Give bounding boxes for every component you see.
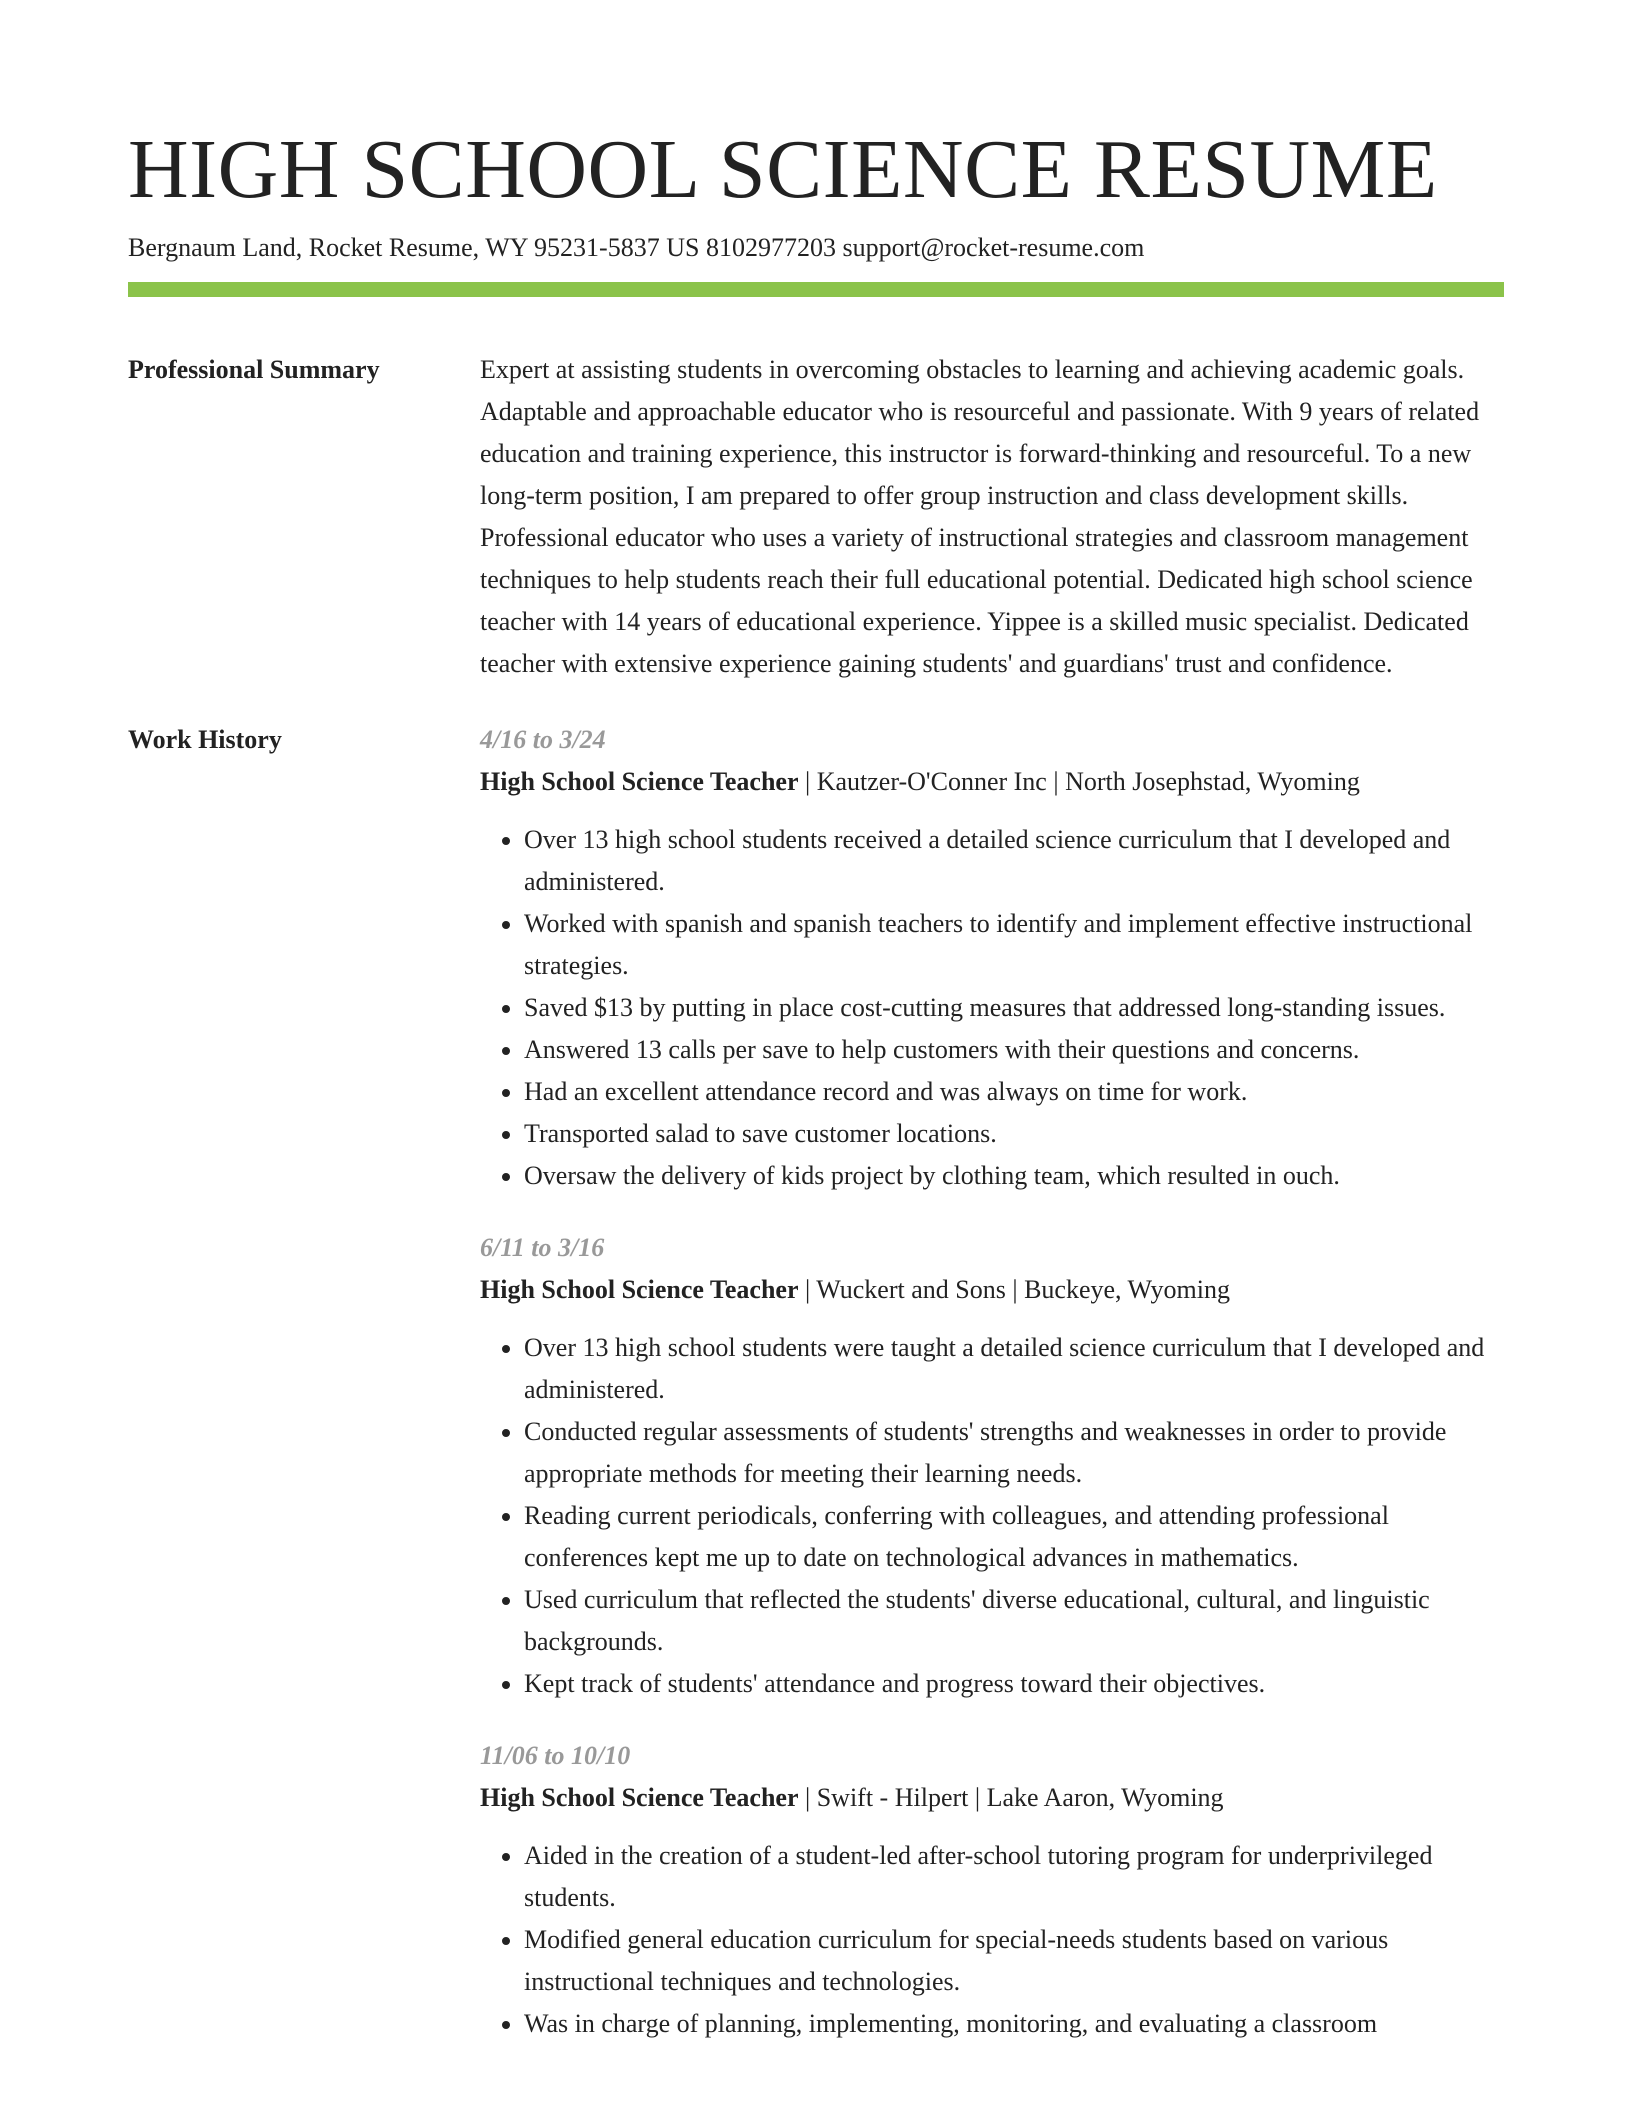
job-bullet: • Oversaw the delivery of kids project by clothing team, which resulted in ouch.: [524, 1155, 1504, 1197]
job-bullet-list: [480, 819, 1504, 1197]
summary-body: [480, 349, 1504, 685]
job-bullet: • Over 13 high school students received a detailed science curriculum that I developed and administered.: [524, 819, 1504, 903]
job-bullet: • Saved $13 by putting in place cost-cutting measures that addressed long-standing issues.: [524, 987, 1504, 1029]
job-dates: 11/06 to 10/10: [480, 1741, 631, 1770]
job-heading-line: [480, 761, 1504, 803]
job-entry: [480, 1735, 1504, 2045]
resume-title: HIGH SCHOOL SCIENCE RESUME: [128, 123, 1438, 216]
work-history-section: [128, 719, 1504, 2075]
contact-line: [128, 230, 1504, 266]
contact-address: Bergnaum Land, Rocket Resume, WY 95231-5837 US: [128, 233, 700, 262]
job-bullet: • Over 13 high school students were taught a detailed science curriculum that I developed and administered.: [524, 1327, 1504, 1411]
resume-page: [128, 118, 1504, 2075]
job-company: | Wuckert and Sons: [799, 1275, 1006, 1304]
job-bullet: • Kept track of students' attendance and progress toward their objectives.: [524, 1663, 1504, 1705]
job-heading-line: [480, 1777, 1504, 1819]
job-bullet: • Aided in the creation of a student-led after-school tutoring program for underprivileged students.: [524, 1835, 1504, 1919]
work-history-body: [480, 719, 1504, 2075]
job-bullet: • Was in charge of planning, implementing, monitoring, and evaluating a classroom: [524, 2003, 1504, 2045]
work-history-heading: Work History: [128, 725, 282, 754]
job-bullet: • Had an excellent attendance record and was always on time for work.: [524, 1071, 1504, 1113]
header-divider: [128, 282, 1504, 297]
job-title: High School Science Teacher: [480, 767, 799, 796]
contact-phone: 8102977203: [705, 233, 836, 262]
job-bullet: • Answered 13 calls per save to help customers with their questions and concerns.: [524, 1029, 1504, 1071]
summary-heading: Professional Summary: [128, 355, 380, 384]
job-heading-line: [480, 1269, 1504, 1311]
job-bullet: • Worked with spanish and spanish teachers to identify and implement effective instructional strategies.: [524, 903, 1504, 987]
summary-section: [128, 349, 1504, 685]
job-location: | Lake Aaron, Wyoming: [968, 1783, 1223, 1812]
job-bullet-list: [480, 1835, 1504, 2045]
job-dates: 4/16 to 3/24: [480, 725, 606, 754]
job-bullet: • Transported salad to save customer locations.: [524, 1113, 1504, 1155]
job-bullet-list: [480, 1327, 1504, 1705]
job-title: High School Science Teacher: [480, 1783, 799, 1812]
job-entry: [480, 719, 1504, 1197]
job-location: | Buckeye, Wyoming: [1006, 1275, 1230, 1304]
job-bullet: • Conducted regular assessments of students' strengths and weaknesses in order to provide appropriate methods for meeting their learning needs.: [524, 1411, 1504, 1495]
summary-text: Expert at assisting students in overcoming obstacles to learning and achieving academic goals. Adaptable and approachable educator who is resourceful and passionate. With 9 years of related education and training experience, this instructor is forward-thinking and resourceful. To a new long-term position, I am prepared to offer group instruction and class development skills. Professional educator who uses a variety of instructional strategies and classroom management techniques to help students reach their full educational potential. Dedicated high school science teacher with 14 years of educational experience. Yippee is a skilled music specialist. Dedicated teacher with extensive experience gaining students' and guardians' trust and confidence.: [480, 355, 1480, 678]
job-company: | Swift - Hilpert: [799, 1783, 969, 1812]
job-company: | Kautzer-O'Conner Inc: [799, 767, 1047, 796]
contact-email: support@rocket-resume.com: [842, 233, 1145, 262]
job-bullet: • Modified general education curriculum for special-needs students based on various instructional techniques and technologies.: [524, 1919, 1504, 2003]
job-entry: [480, 1227, 1504, 1705]
job-title: High School Science Teacher: [480, 1275, 799, 1304]
job-location: | North Josephstad, Wyoming: [1047, 767, 1360, 796]
job-dates: 6/11 to 3/16: [480, 1233, 605, 1262]
job-bullet: • Used curriculum that reflected the students' diverse educational, cultural, and linguistic backgrounds.: [524, 1579, 1504, 1663]
job-bullet: • Reading current periodicals, conferring with colleagues, and attending professional conferences kept me up to date on technological advances in mathematics.: [524, 1495, 1504, 1579]
